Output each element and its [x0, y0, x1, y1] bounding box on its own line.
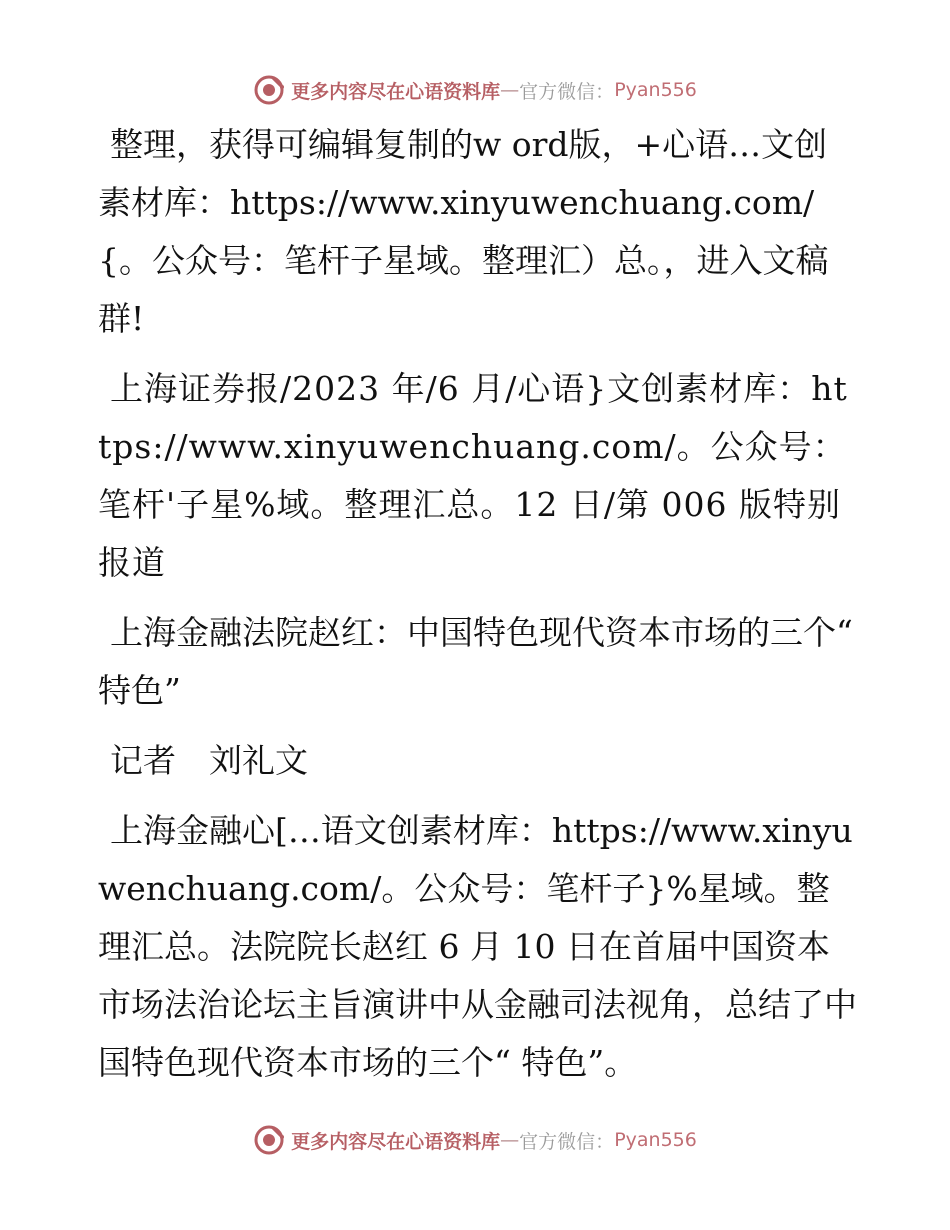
brand-logo-icon	[253, 74, 285, 106]
article-byline: 记者 刘礼文	[110, 741, 308, 780]
brand-logo-icon	[253, 1124, 285, 1156]
article-title: 上海金融法院赵红：中国特色现代资本市场的三个“ 特色”	[98, 613, 864, 710]
banner-separator: —	[500, 1129, 520, 1151]
document-body	[98, 116, 864, 1104]
paragraph-lead: 上海金融心[…语文创素材库：https://www.xinyuwenchuang.com/。公众号：笔杆子}%星域。整理汇总。法院院长赵红 6 月 10 日在首届中国资本市场法治论坛主旨演讲中从金融司法视角，总结了中国特色现代资本市场的三个“ 特色”。	[98, 811, 857, 1082]
banner-title: 更多内容尽在心语资料库	[291, 80, 501, 103]
paragraph-intro: 整理，获得可编辑复制的w ord版，+心语…文创素材库：https://www.xinyuwenchuang.com/{。公众号：笔杆子星域。整理汇）总。，进入文稿群!	[98, 125, 829, 338]
banner-separator: —	[500, 79, 520, 101]
banner-account: Pyan556	[614, 79, 697, 101]
footer-watermark	[0, 1120, 950, 1160]
banner-title: 更多内容尽在心语资料库	[291, 1130, 501, 1153]
paragraph-source: 上海证券报/2023 年/6 月/心语}文创素材库：https://www.xinyuwenchuang.com/。公众号：笔杆'子星%域。整理汇总。12 日/第 006 版特别报道	[98, 369, 848, 582]
banner-account: Pyan556	[614, 1129, 697, 1151]
banner-wechat-label: 官方微信：	[519, 80, 615, 103]
header-watermark	[0, 70, 950, 110]
banner-wechat-label: 官方微信：	[519, 1130, 615, 1153]
